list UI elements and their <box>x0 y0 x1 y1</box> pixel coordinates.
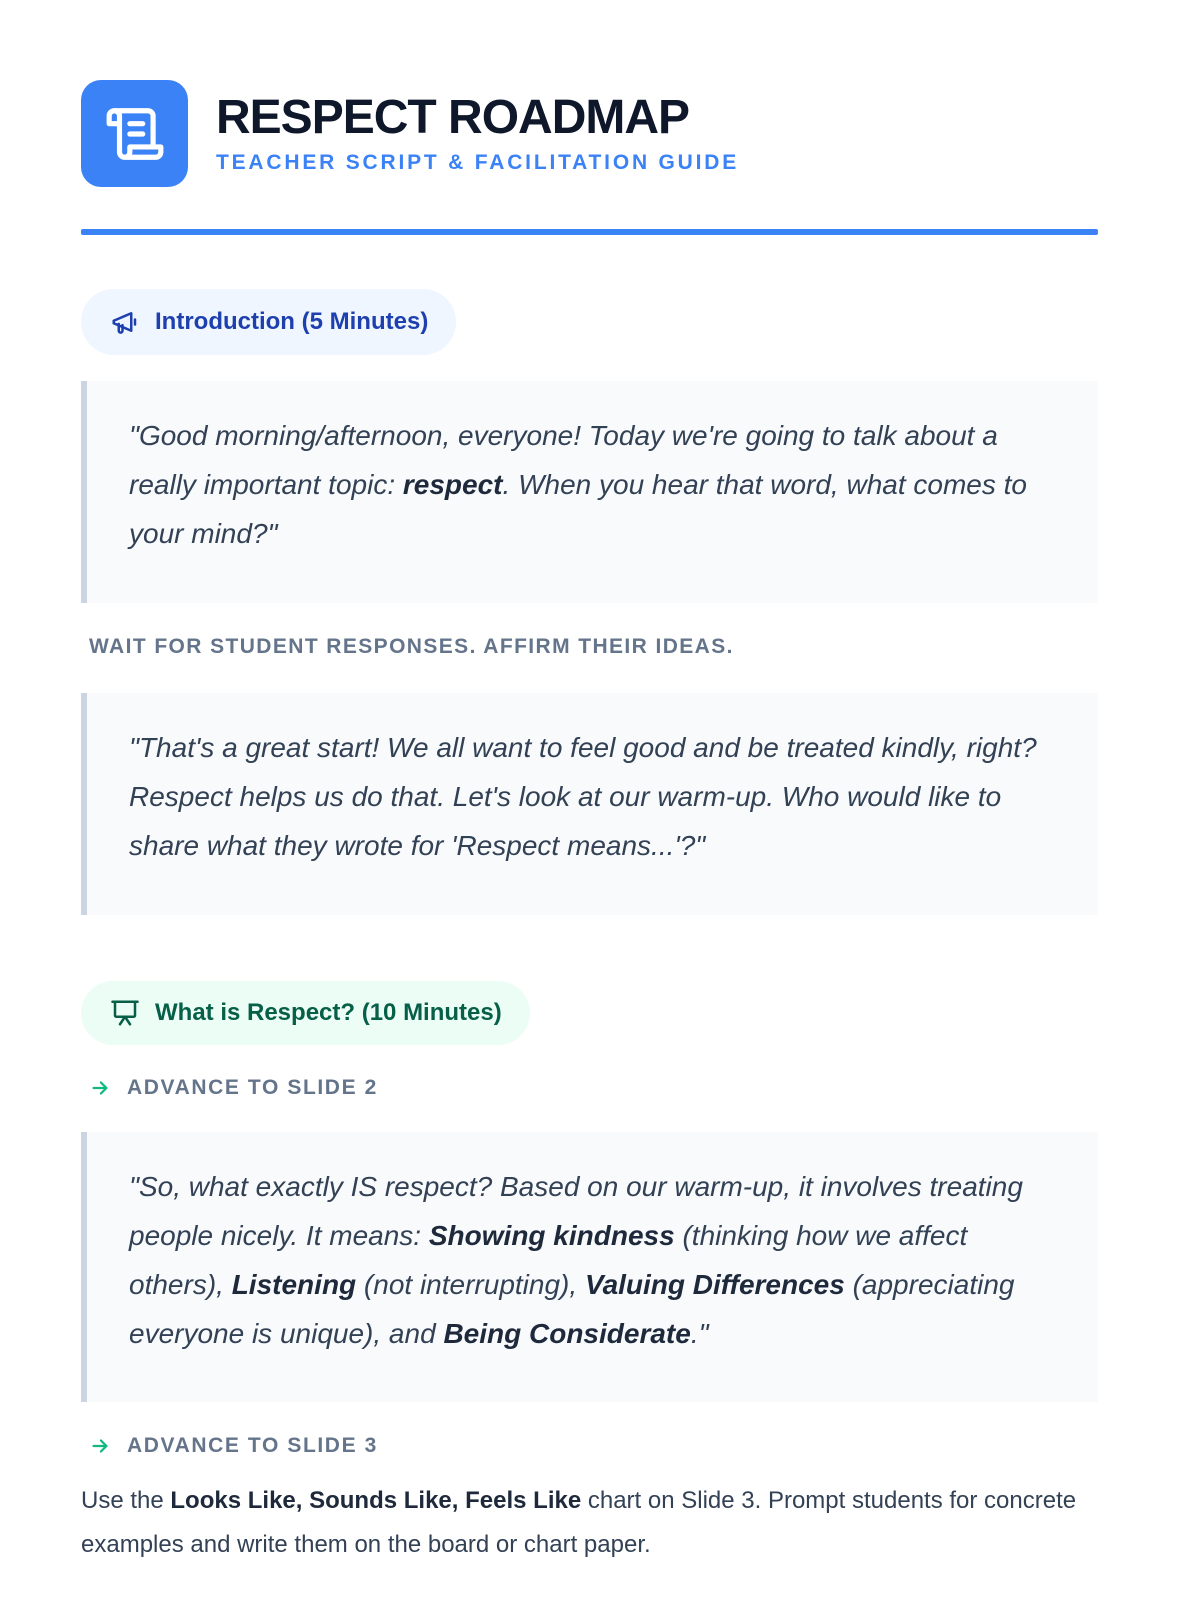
instruction-part: Use the <box>81 1487 171 1514</box>
quote-text: (thinking how we affect others), <box>129 1220 968 1300</box>
quote-emphasis: Being Considerate <box>443 1318 691 1349</box>
arrow-right-icon <box>89 1077 111 1099</box>
advance-slide-3 <box>81 1433 1098 1459</box>
quote-text: (appreciating everyone is unique), and <box>129 1269 1015 1349</box>
script-quote-3 <box>81 1132 1098 1402</box>
section-pill-what-is-respect <box>81 981 530 1045</box>
quote-text: "Good morning/afternoon, everyone! Today we're going to talk about a really important topic: <box>129 420 998 500</box>
quote-text: "So, what exactly IS respect? Based on our warm-up, it involves treating people nicely. It means: <box>129 1171 1023 1251</box>
quote-text: ." <box>690 1318 709 1349</box>
script-quote-1 <box>81 381 1098 603</box>
header-text <box>216 92 739 176</box>
header-divider <box>81 229 1098 235</box>
section-label: Introduction (5 Minutes) <box>155 308 429 335</box>
section-introduction <box>81 289 1098 355</box>
advance-label: ADVANCE TO SLIDE 2 <box>127 1076 378 1099</box>
page-subtitle: TEACHER SCRIPT & FACILITATION GUIDE <box>216 150 740 174</box>
script-quote-2 <box>81 693 1098 915</box>
logo <box>81 80 188 187</box>
quote-emphasis: Showing kindness <box>428 1220 675 1251</box>
page-title: RESPECT ROADMAP <box>216 90 690 144</box>
instruction-part: chart on Slide 3. Prompt students for concrete examples and write them on the board or chart paper. <box>81 1487 1077 1558</box>
section-what-is-respect <box>81 981 1098 1045</box>
quote-text: "That's a great start! We all want to feel good and be treated kindly, right? Respect helps us do that. Let's look at our warm-up. Who would like to share what they wrote for 'Respect means...'?" <box>129 732 1037 861</box>
instruction-emphasis: Looks Like, Sounds Like, Feels Like <box>170 1487 582 1514</box>
advance-slide-2 <box>81 1075 1098 1101</box>
quote-text: (not interrupting), <box>356 1269 585 1300</box>
presentation-icon <box>109 997 141 1029</box>
quote-emphasis: Listening <box>231 1269 357 1300</box>
section-pill-introduction <box>81 289 456 355</box>
header <box>81 80 1098 187</box>
scroll-icon <box>104 103 166 165</box>
quote-emphasis: Valuing Differences <box>584 1269 845 1300</box>
arrow-right-icon <box>89 1435 111 1457</box>
instruction-text <box>81 1479 1098 1567</box>
quote-text: . When you hear that word, what comes to your mind?" <box>129 469 1027 549</box>
quote-emphasis: respect <box>402 469 503 500</box>
advance-label: ADVANCE TO SLIDE 3 <box>127 1434 378 1457</box>
section-label: What is Respect? (10 Minutes) <box>155 999 502 1026</box>
facilitation-note: WAIT FOR STUDENT RESPONSES. AFFIRM THEIR IDEAS. <box>89 635 734 658</box>
megaphone-icon <box>109 306 141 338</box>
